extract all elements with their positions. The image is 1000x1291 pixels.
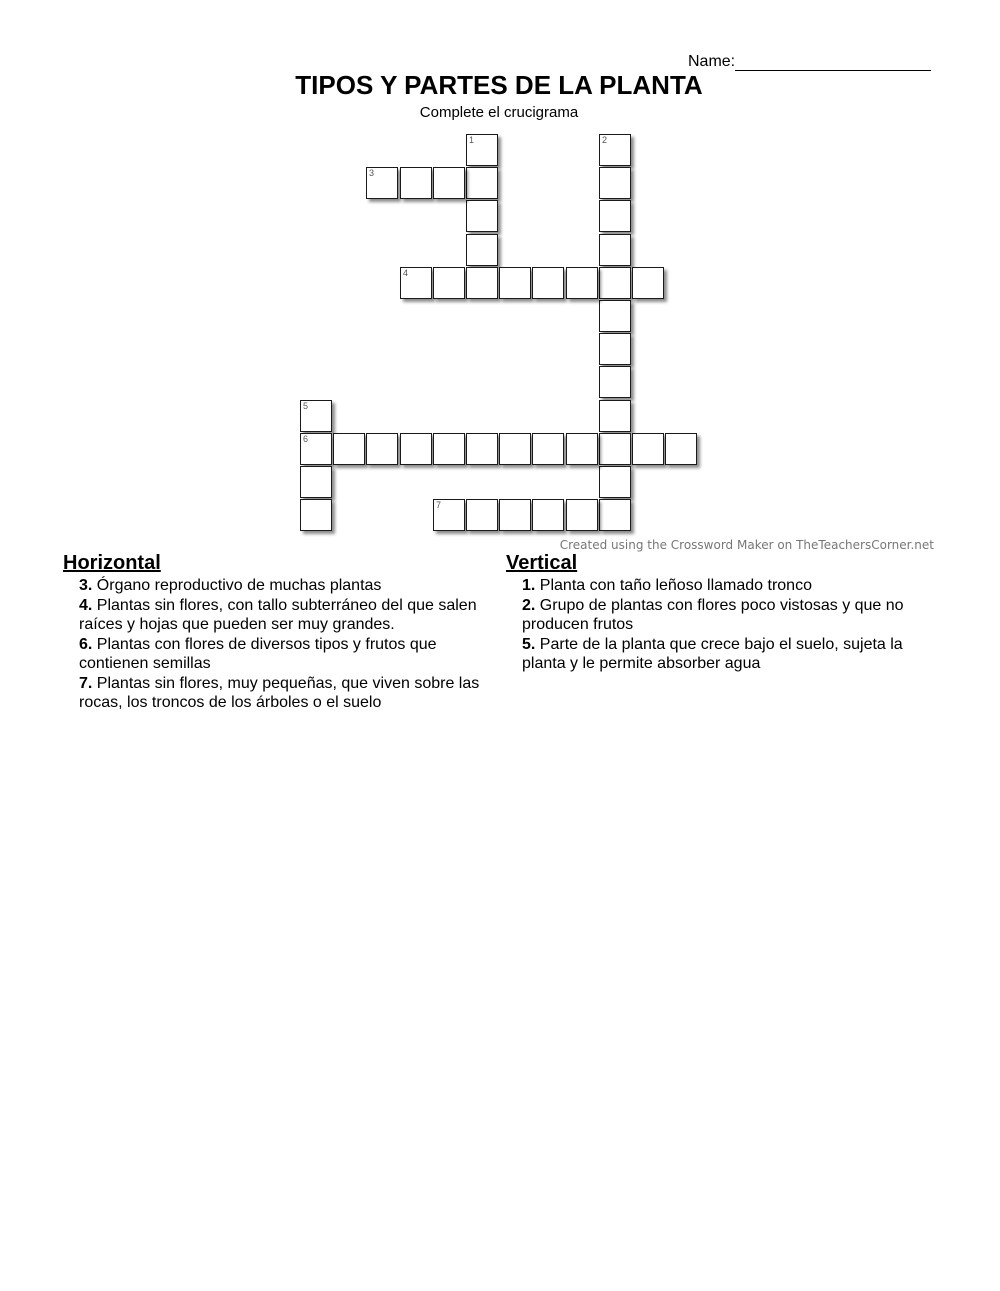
crossword-cell[interactable] bbox=[366, 433, 398, 465]
crossword-cell[interactable] bbox=[599, 466, 631, 498]
crossword-cell[interactable] bbox=[466, 134, 498, 166]
crossword-cell[interactable] bbox=[333, 433, 365, 465]
page-title: TIPOS Y PARTES DE LA PLANTA bbox=[295, 70, 703, 100]
clue-number-label: 7 bbox=[436, 500, 442, 510]
crossword-cell[interactable] bbox=[466, 499, 498, 531]
clue-text: Grupo de plantas con flores poco vistosas y que no producen frutos bbox=[522, 596, 904, 633]
page-subtitle: Complete el crucigrama bbox=[419, 104, 579, 121]
crossword-cell[interactable] bbox=[632, 267, 664, 299]
clue-number-label: 4 bbox=[403, 268, 409, 278]
crossword-cell[interactable] bbox=[466, 200, 498, 232]
crossword-cell[interactable] bbox=[433, 267, 465, 299]
crossword-cell[interactable] bbox=[499, 433, 531, 465]
crossword-cell[interactable] bbox=[300, 466, 332, 498]
clue-number-label: 3 bbox=[369, 168, 375, 178]
crossword-cell[interactable] bbox=[599, 234, 631, 266]
crossword-cell[interactable] bbox=[300, 499, 332, 531]
crossword-cell[interactable] bbox=[433, 499, 465, 531]
crossword-cell[interactable] bbox=[300, 433, 332, 465]
clue-number: 3. bbox=[79, 577, 93, 594]
crossword-grid bbox=[0, 0, 1000, 560]
crossword-cell[interactable] bbox=[599, 300, 631, 332]
clue-number: 1. bbox=[522, 577, 536, 594]
crossword-cell[interactable] bbox=[466, 167, 498, 199]
clue-text: Plantas sin flores, con tallo subterráneo del que salen raíces y hojas que pueden ser muy grandes. bbox=[79, 596, 477, 633]
clue-number-label: 1 bbox=[469, 135, 475, 145]
crossword-cell[interactable] bbox=[466, 234, 498, 266]
clue-item bbox=[79, 596, 495, 635]
crossword-cell[interactable] bbox=[566, 267, 598, 299]
crossword-cell[interactable] bbox=[665, 433, 697, 465]
crossword-cell[interactable] bbox=[300, 400, 332, 432]
clue-item bbox=[522, 576, 938, 596]
clue-number-label: 5 bbox=[303, 401, 309, 411]
clue-number: 2. bbox=[522, 596, 536, 614]
crossword-cell[interactable] bbox=[366, 167, 398, 199]
crossword-cell[interactable] bbox=[499, 267, 531, 299]
crossword-cell[interactable] bbox=[400, 433, 432, 465]
down-heading: Vertical bbox=[506, 552, 578, 574]
clue-text: Plantas con flores de diversos tipos y frutos que contienen semillas bbox=[79, 635, 437, 672]
crossword-cell[interactable] bbox=[599, 134, 631, 166]
credit-text: Created using the Crossword Maker on TheTeachersCorner.net bbox=[559, 538, 934, 552]
crossword-cell[interactable] bbox=[466, 267, 498, 299]
clue-item bbox=[522, 635, 938, 674]
crossword-cell[interactable] bbox=[566, 433, 598, 465]
across-clues bbox=[63, 552, 495, 713]
crossword-cell[interactable] bbox=[532, 267, 564, 299]
crossword-cell[interactable] bbox=[499, 499, 531, 531]
clue-item bbox=[79, 635, 495, 674]
crossword-cell[interactable] bbox=[400, 267, 432, 299]
crossword-cell[interactable] bbox=[632, 433, 664, 465]
clue-number: 4. bbox=[79, 596, 93, 614]
clue-text: Plantas sin flores, muy pequeñas, que viven sobre las rocas, los troncos de los árboles o el suelo bbox=[79, 674, 480, 711]
crossword-cell[interactable] bbox=[599, 499, 631, 531]
across-heading: Horizontal bbox=[63, 552, 161, 574]
down-clues bbox=[506, 552, 938, 674]
clue-text: Planta con taño leñoso llamado tronco bbox=[539, 577, 812, 594]
clue-item bbox=[79, 674, 495, 713]
clue-text: Parte de la planta que crece bajo el suelo, sujeta la planta y le permite absorber agua bbox=[522, 635, 903, 672]
crossword-cell[interactable] bbox=[599, 267, 631, 299]
crossword-cell[interactable] bbox=[599, 167, 631, 199]
clue-item bbox=[79, 576, 495, 596]
crossword-cell[interactable] bbox=[566, 499, 598, 531]
crossword-cell[interactable] bbox=[532, 499, 564, 531]
crossword-cell[interactable] bbox=[599, 200, 631, 232]
clue-number: 7. bbox=[79, 674, 93, 692]
crossword-cell[interactable] bbox=[532, 433, 564, 465]
crossword-cell[interactable] bbox=[433, 433, 465, 465]
clue-number-label: 2 bbox=[602, 135, 608, 145]
crossword-cell[interactable] bbox=[599, 433, 631, 465]
crossword-cell[interactable] bbox=[466, 433, 498, 465]
clue-item bbox=[522, 596, 938, 635]
clue-number: 5. bbox=[522, 635, 536, 653]
clue-number-label: 6 bbox=[303, 434, 309, 444]
crossword-cell[interactable] bbox=[433, 167, 465, 199]
crossword-cell[interactable] bbox=[599, 400, 631, 432]
clue-text: Órgano reproductivo de muchas plantas bbox=[96, 577, 382, 594]
name-label: Name: bbox=[688, 53, 736, 70]
crossword-cell[interactable] bbox=[599, 366, 631, 398]
clue-number: 6. bbox=[79, 635, 93, 653]
crossword-cell[interactable] bbox=[400, 167, 432, 199]
crossword-cell[interactable] bbox=[599, 333, 631, 365]
